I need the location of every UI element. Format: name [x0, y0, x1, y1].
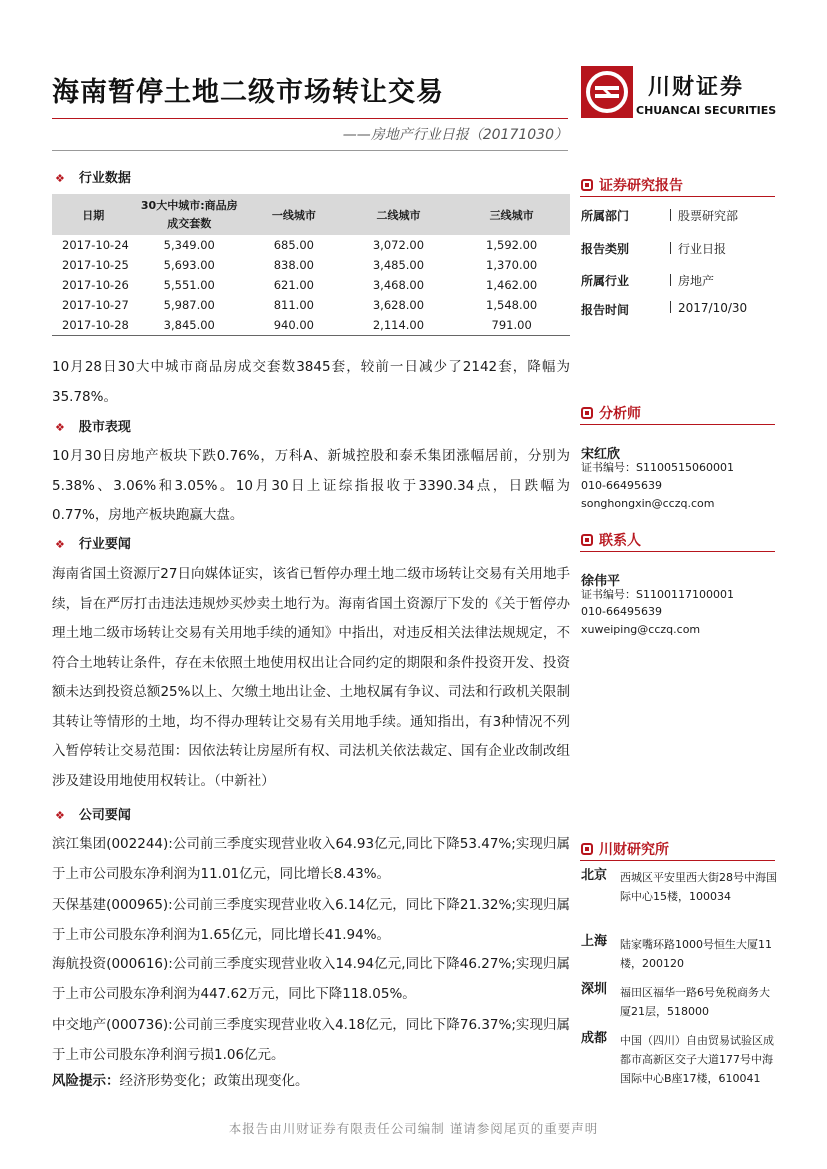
section-market — [55, 416, 131, 435]
section-label: 公司要闻 — [78, 808, 131, 823]
company-news-3: 海航投资(000616):公司前三季度实现营业收入14.94亿元,同比下降46.27%;实现归属于上市公司股东净利润为447.62万元，同比下降118.05%。 — [52, 956, 570, 1002]
table-cell: 1,370.00 — [486, 258, 538, 272]
square-bullet-icon — [581, 534, 593, 546]
page-title: 海南暂停土地二级市场转让交易 — [52, 77, 444, 108]
contact-email[interactable]: xuweiping@cczq.com — [581, 623, 701, 636]
table-cell: 2017-10-24 — [62, 238, 129, 252]
sidebar-heading-label: 联系人 — [599, 533, 641, 549]
industry-data-table — [52, 194, 570, 336]
table-cell: 2017-10-28 — [52, 315, 134, 336]
table-cell: 5,349.00 — [163, 238, 215, 252]
table-cell: 3,485.00 — [372, 258, 425, 272]
analyst-cert: 证书编号：S1100515060001 — [581, 461, 734, 474]
sidebar-heading-label: 川财研究所 — [599, 842, 669, 858]
table-cell: 2017-10-26 — [62, 278, 129, 292]
table-cell: 1,462.00 — [486, 278, 538, 292]
table-row — [52, 235, 570, 255]
table-cell: 2017-10-25 — [62, 258, 129, 272]
meta-label-industry: 所属行业 — [581, 274, 630, 288]
meta-label-date: 报告时间 — [581, 303, 630, 317]
section-label: 股市表现 — [78, 420, 131, 435]
table-cell: 3,468.00 — [372, 278, 425, 292]
meta-value-type: 行业日报 — [670, 240, 726, 257]
table-cell: 2017-10-27 — [62, 298, 129, 312]
diamond-bullet-icon: ❖ — [55, 172, 65, 185]
table-cell: 1,592.00 — [486, 238, 538, 252]
table-cell: 940.00 — [244, 315, 344, 336]
company-news-1: 滨江集团(002244):公司前三季度实现营业收入64.93亿元,同比下降53.47%;实现归属于上市公司股东净利润为11.01亿元，同比增长8.43%。 — [52, 836, 570, 882]
office-city-chengdu: 成都 — [581, 1031, 608, 1046]
diamond-bullet-icon: ❖ — [55, 538, 65, 551]
table-cell: 3,845.00 — [134, 315, 244, 336]
analyst-phone: 010-66495639 — [581, 479, 662, 492]
square-bullet-icon — [581, 843, 593, 855]
analyst-name: 宋红欣 — [581, 447, 621, 462]
section-industry-data — [55, 167, 131, 186]
office-city-shanghai: 上海 — [581, 934, 608, 949]
col-header-tier1: 一线城市 — [244, 194, 344, 235]
col-header-tier3: 三线城市 — [453, 194, 570, 235]
table-cell: 5,693.00 — [163, 258, 215, 272]
sidebar-contact-heading — [581, 530, 641, 550]
sidebar-report-heading — [581, 175, 683, 195]
contact-phone: 010-66495639 — [581, 605, 662, 618]
sidebar-divider — [580, 860, 775, 861]
table-cell: 838.00 — [273, 258, 314, 272]
contact-cert: 证书编号：S1100117100001 — [581, 588, 734, 601]
office-city-shenzhen: 深圳 — [581, 982, 608, 997]
col-header-tier2: 二线城市 — [344, 194, 454, 235]
col-header-30-cities: 30大中城市:商品房成交套数 — [134, 194, 244, 235]
sidebar-heading-label: 证券研究报告 — [599, 178, 683, 194]
diamond-bullet-icon: ❖ — [55, 421, 65, 434]
company-logo — [581, 66, 633, 118]
logo-text-cn: 川财证券 — [648, 75, 745, 100]
contact-name: 徐伟平 — [581, 574, 621, 589]
sidebar-heading-label: 分析师 — [599, 406, 641, 422]
table-row — [52, 255, 570, 275]
office-address-shenzhen: 福田区福华一路6号免税商务大厦21层，518000 — [620, 986, 770, 1018]
meta-value-industry: 房地产 — [670, 272, 714, 289]
table-cell: 1,548.00 — [486, 298, 538, 312]
table-row — [52, 315, 570, 336]
section-company — [55, 804, 131, 823]
logo-text-en: CHUANCAI SECURITIES — [636, 104, 777, 117]
table-cell: 791.00 — [453, 315, 570, 336]
risk-label: 风险提示： — [52, 1073, 120, 1089]
meta-label-type: 报告类别 — [581, 242, 630, 256]
office-address-chengdu: 中国（四川）自由贸易试验区成都市高新区交子大道177号中海国际中心B座17楼，610041 — [620, 1034, 774, 1085]
diamond-bullet-icon: ❖ — [55, 809, 65, 822]
table-cell: 3,072.00 — [372, 238, 425, 252]
col-header-date: 日期 — [52, 194, 134, 235]
title-divider — [52, 118, 568, 119]
office-city-beijing: 北京 — [581, 868, 608, 883]
meta-label-dept: 所属部门 — [581, 209, 630, 223]
section-news — [55, 533, 131, 552]
market-paragraph: 10月30日房地产板块下跌0.76%，万科A、新城控股和泰禾集团涨幅居前，分别为5.38%、3.06%和3.05%。10月30日上证综指报收于3390.34点，日跌幅为0.77%，房地产板块跑赢大盘。 — [52, 448, 570, 523]
square-bullet-icon — [581, 407, 593, 419]
office-address-shanghai: 陆家嘴环路1000号恒生大厦11楼，200120 — [620, 938, 772, 970]
table-row — [52, 275, 570, 295]
table-cell: 5,551.00 — [163, 278, 215, 292]
risk-warning — [52, 1067, 570, 1097]
company-news-2: 天保基建(000965):公司前三季度实现营业收入6.14亿元，同比下降21.32%;实现归属于上市公司股东净利润为1.65亿元，同比增长41.94%。 — [52, 897, 570, 943]
table-cell: 5,987.00 — [163, 298, 215, 312]
square-bullet-icon — [581, 179, 593, 191]
news-paragraph: 海南省国土资源厅27日向媒体证实，该省已暂停办理土地二级市场转让交易有关用地手续，旨在严厉打击违法违规炒买炒卖土地行为。海南省国土资源厅下发的《关于暂停办理土地二级市场转让交易有关用地手续的通知》中指出，对违反相关法律法规规定，不符合土地转让条件，存在未依照土地使用权出让合同约定的期限和条件投资开发、投资额未达到投资总额25%以上、欠缴土地出让金、土地权属有争议、司法和行政机关限制其转让等情形的土地，均不得办理转让交易有关用地手续。通知指出，有3种情况不列入暂停转让交易范围：因依法转让房屋所有权、司法机关依法裁定、国有企业改制改组涉及建设用地使用权转让。（中新社） — [52, 566, 570, 789]
table-cell: 2,114.00 — [344, 315, 454, 336]
section-label: 行业数据 — [78, 171, 131, 186]
office-address-beijing: 西城区平安里西大街28号中海国际中心15楼，100034 — [620, 871, 777, 903]
table-cell: 811.00 — [273, 298, 314, 312]
subtitle-divider — [52, 150, 568, 151]
sidebar-divider — [580, 196, 775, 197]
analyst-email[interactable]: songhongxin@cczq.com — [581, 497, 715, 510]
risk-text: 经济形势变化；政策出现变化。 — [119, 1073, 309, 1089]
sidebar-analyst-heading — [581, 403, 641, 423]
table-cell: 3,628.00 — [372, 298, 425, 312]
table-header-row — [52, 194, 570, 235]
sidebar-institute-heading — [581, 839, 669, 859]
meta-value-date: 2017/10/30 — [670, 301, 747, 315]
sidebar-divider — [580, 551, 775, 552]
meta-value-dept: 股票研究部 — [670, 207, 738, 224]
table-cell: 685.00 — [273, 238, 314, 252]
logo-s-icon — [581, 66, 633, 118]
table-row — [52, 295, 570, 315]
sidebar-divider — [580, 424, 775, 425]
page-footer-disclaimer: 本报告由川财证券有限责任公司编制 谨请参阅尾页的重要声明 — [228, 1121, 599, 1136]
report-subtitle: ——房地产行业日报（20171030） — [342, 127, 568, 143]
section-label: 行业要闻 — [78, 537, 131, 552]
company-news-4: 中交地产(000736):公司前三季度实现营业收入4.18亿元，同比下降76.37%;实现归属于上市公司股东净利润亏损1.06亿元。 — [52, 1017, 570, 1063]
data-summary-paragraph: 10月28日30大中城市商品房成交套数3845套，较前一日减少了2142套，降幅为35.78%。 — [52, 359, 570, 405]
table-cell: 621.00 — [273, 278, 314, 292]
